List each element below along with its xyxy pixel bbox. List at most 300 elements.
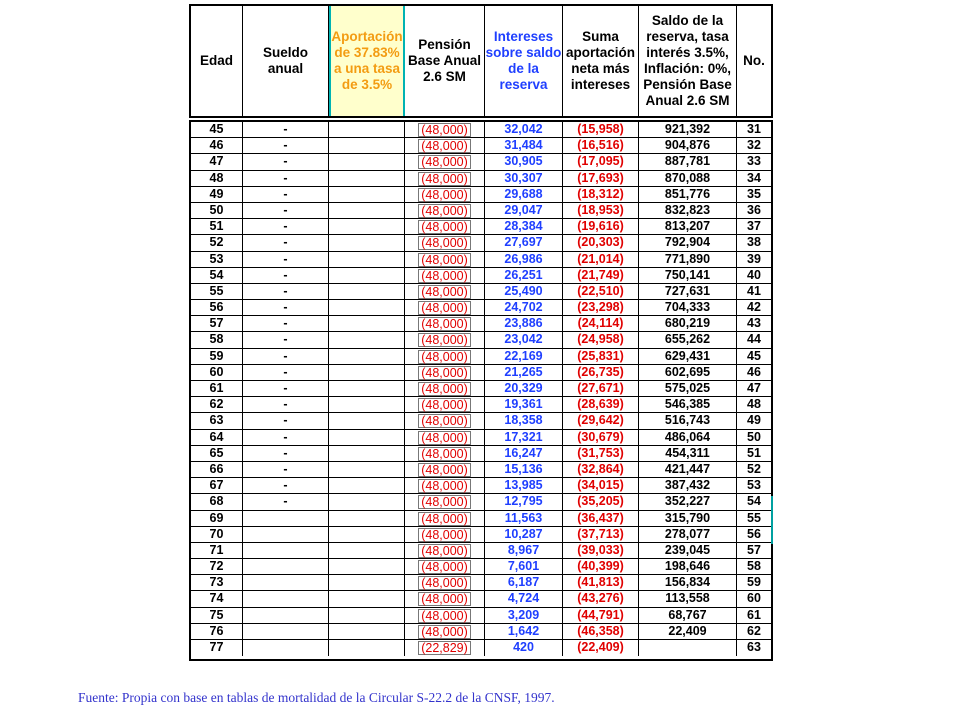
cell-sueldo [243, 543, 329, 558]
pension-value: (48,000) [418, 285, 471, 299]
pension-value: (48,000) [418, 155, 471, 169]
cell-no: 43 [747, 316, 761, 331]
table-row [191, 608, 771, 624]
cell-saldo: 727,631 [639, 284, 737, 299]
pension-value: (48,000) [418, 188, 471, 202]
cell-edad: 46 [191, 138, 243, 153]
cell-sueldo: - [243, 138, 329, 153]
table-row [191, 138, 771, 154]
cell-intereses: 26,251 [485, 268, 563, 283]
pension-value: (48,000) [418, 123, 471, 137]
table-row [191, 624, 771, 640]
cell-saldo: 387,432 [639, 478, 737, 493]
cell-aportacion [329, 187, 405, 202]
cell-sueldo: - [243, 268, 329, 283]
cell-suma: (30,679) [563, 430, 639, 445]
pension-value: (48,000) [418, 512, 471, 526]
pension-value: (48,000) [418, 172, 471, 186]
cell-suma: (41,813) [563, 575, 639, 590]
cell-aportacion [329, 252, 405, 267]
source-note: Fuente: Propia con base en tablas de mortalidad de la Circular S-22.2 de la CNSF, 1997. [78, 690, 555, 705]
cell-edad: 76 [191, 624, 243, 639]
cell-no: 31 [747, 122, 761, 136]
cell-pension [405, 268, 485, 283]
table-row [191, 430, 771, 446]
cell-saldo: 771,890 [639, 252, 737, 267]
cell-no: 52 [747, 461, 761, 476]
cell-suma: (15,958) [563, 122, 639, 137]
cell-aportacion [329, 171, 405, 186]
cell-edad: 51 [191, 219, 243, 234]
table-row [191, 332, 771, 348]
cell-edad: 75 [191, 608, 243, 623]
cell-saldo: 352,227 [639, 494, 737, 509]
table-row [191, 397, 771, 413]
header-intereses: Intereses sobre saldo de la reserva [485, 6, 563, 116]
cell-suma: (40,399) [563, 559, 639, 574]
cell-intereses: 1,642 [485, 624, 563, 639]
cell-aportacion [329, 413, 405, 428]
table-row [191, 171, 771, 187]
cell-pension [405, 559, 485, 574]
cell-sueldo: - [243, 284, 329, 299]
cell-pension [405, 284, 485, 299]
cell-intereses: 29,047 [485, 203, 563, 218]
cell-aportacion [329, 300, 405, 315]
cell-aportacion [329, 527, 405, 542]
cell-pension [405, 462, 485, 477]
cell-pension [405, 332, 485, 347]
cell-saldo: 68,767 [639, 608, 737, 623]
pension-value: (48,000) [418, 253, 471, 267]
cell-sueldo: - [243, 219, 329, 234]
cell-no: 45 [747, 348, 761, 363]
cell-suma: (25,831) [563, 349, 639, 364]
header-edad: Edad [191, 6, 243, 116]
cell-edad: 66 [191, 462, 243, 477]
cell-sueldo: - [243, 332, 329, 347]
cell-sueldo: - [243, 478, 329, 493]
cell-intereses: 15,136 [485, 462, 563, 477]
cell-saldo: 792,904 [639, 235, 737, 250]
cell-sueldo: - [243, 154, 329, 169]
teal-marker [771, 496, 773, 544]
cell-edad: 59 [191, 349, 243, 364]
cell-saldo: 813,207 [639, 219, 737, 234]
table-row [191, 284, 771, 300]
table-row [191, 203, 771, 219]
cell-aportacion [329, 430, 405, 445]
cell-pension [405, 316, 485, 331]
cell-sueldo: - [243, 365, 329, 380]
cell-edad: 61 [191, 381, 243, 396]
cell-sueldo: - [243, 494, 329, 509]
cell-sueldo [243, 527, 329, 542]
cell-saldo: 704,333 [639, 300, 737, 315]
pension-value: (48,000) [418, 592, 471, 606]
cell-pension [405, 446, 485, 461]
cell-pension [405, 608, 485, 623]
cell-suma: (24,958) [563, 332, 639, 347]
cell-intereses: 420 [485, 640, 563, 656]
pension-value: (48,000) [418, 414, 471, 428]
cell-suma: (20,303) [563, 235, 639, 250]
cell-pension [405, 187, 485, 202]
cell-no: 48 [747, 397, 761, 412]
pension-value: (48,000) [418, 301, 471, 315]
table-row [191, 559, 771, 575]
cell-no: 36 [747, 202, 761, 217]
cell-intereses: 24,702 [485, 300, 563, 315]
cell-suma: (23,298) [563, 300, 639, 315]
table-row [191, 511, 771, 527]
cell-intereses: 17,321 [485, 430, 563, 445]
cell-aportacion [329, 138, 405, 153]
cell-edad: 65 [191, 446, 243, 461]
cell-no: 57 [747, 542, 761, 557]
table-header [189, 4, 773, 118]
cell-no: 61 [747, 607, 761, 622]
cell-saldo: 887,781 [639, 154, 737, 169]
cell-sueldo: - [243, 235, 329, 250]
cell-intereses: 19,361 [485, 397, 563, 412]
cell-pension [405, 430, 485, 445]
cell-intereses: 32,042 [485, 122, 563, 137]
table-row [191, 268, 771, 284]
pension-value: (48,000) [418, 333, 471, 347]
cell-saldo: 575,025 [639, 381, 737, 396]
cell-intereses: 11,563 [485, 511, 563, 526]
cell-pension [405, 154, 485, 169]
table-row [191, 235, 771, 251]
cell-pension [405, 203, 485, 218]
header-sueldo: Sueldo anual [243, 6, 329, 116]
cell-aportacion [329, 446, 405, 461]
cell-sueldo [243, 575, 329, 590]
cell-intereses: 4,724 [485, 591, 563, 606]
cell-no: 47 [747, 381, 761, 395]
cell-saldo: 629,431 [639, 349, 737, 364]
cell-intereses: 3,209 [485, 608, 563, 623]
cell-sueldo: - [243, 187, 329, 202]
cell-pension [405, 171, 485, 186]
pension-value: (48,000) [418, 382, 471, 396]
pension-value: (48,000) [418, 220, 471, 234]
cell-pension [405, 300, 485, 315]
pension-value: (48,000) [418, 447, 471, 461]
cell-pension [405, 381, 485, 396]
cell-saldo: 22,409 [639, 624, 737, 639]
pension-value: (48,000) [418, 495, 471, 509]
cell-intereses: 30,905 [485, 154, 563, 169]
cell-aportacion [329, 575, 405, 590]
cell-no: 46 [747, 364, 761, 379]
cell-sueldo: - [243, 381, 329, 396]
cell-edad: 77 [191, 640, 243, 656]
cell-edad: 56 [191, 300, 243, 315]
cell-no: 34 [747, 170, 761, 185]
cell-aportacion [329, 494, 405, 509]
pension-value: (48,000) [418, 236, 471, 250]
pension-value: (48,000) [418, 528, 471, 542]
cell-saldo: 921,392 [639, 122, 737, 137]
cell-saldo: 315,790 [639, 511, 737, 526]
cell-sueldo: - [243, 430, 329, 445]
table-row [191, 527, 771, 543]
cell-edad: 70 [191, 527, 243, 542]
table-row [191, 494, 771, 510]
cell-intereses: 29,688 [485, 187, 563, 202]
cell-pension [405, 235, 485, 250]
cell-aportacion [329, 235, 405, 250]
cell-saldo: 421,447 [639, 462, 737, 477]
cell-suma: (24,114) [563, 316, 639, 331]
cell-edad: 50 [191, 203, 243, 218]
pension-value: (48,000) [418, 576, 471, 590]
cell-no: 53 [747, 478, 761, 493]
cell-intereses: 20,329 [485, 381, 563, 396]
cell-intereses: 31,484 [485, 138, 563, 153]
header-no: No. [743, 53, 765, 68]
cell-intereses: 26,986 [485, 252, 563, 267]
cell-saldo: 113,558 [639, 591, 737, 606]
cell-edad: 63 [191, 413, 243, 428]
cell-no: 37 [747, 219, 761, 234]
cell-suma: (32,864) [563, 462, 639, 477]
cell-aportacion [329, 349, 405, 364]
cell-pension [405, 527, 485, 542]
cell-saldo: 546,385 [639, 397, 737, 412]
pension-value: (48,000) [418, 544, 471, 558]
pension-value: (48,000) [418, 609, 471, 623]
cell-edad: 72 [191, 559, 243, 574]
header-pension: Pensión Base Anual 2.6 SM [405, 6, 485, 116]
cell-suma: (34,015) [563, 478, 639, 493]
cell-aportacion [329, 608, 405, 623]
cell-edad: 60 [191, 365, 243, 380]
cell-aportacion [329, 462, 405, 477]
table-row [191, 154, 771, 170]
cell-pension [405, 478, 485, 493]
cell-pension [405, 543, 485, 558]
cell-saldo: 851,776 [639, 187, 737, 202]
cell-aportacion [329, 122, 405, 137]
cell-aportacion [329, 332, 405, 347]
cell-intereses: 13,985 [485, 478, 563, 493]
table-row [191, 122, 771, 138]
cell-intereses: 10,287 [485, 527, 563, 542]
pension-value: (48,000) [418, 317, 471, 331]
cell-aportacion [329, 316, 405, 331]
cell-saldo: 454,311 [639, 446, 737, 461]
table-row [191, 187, 771, 203]
cell-aportacion [329, 511, 405, 526]
cell-suma: (43,276) [563, 591, 639, 606]
cell-sueldo: - [243, 122, 329, 137]
cell-aportacion [329, 284, 405, 299]
cell-suma: (17,693) [563, 171, 639, 186]
cell-no: 38 [747, 235, 761, 250]
cell-edad: 74 [191, 591, 243, 606]
cell-edad: 47 [191, 154, 243, 169]
table-row [191, 300, 771, 316]
header-suma: Suma aportación neta más intereses [563, 6, 639, 116]
cell-no: 62 [747, 623, 761, 638]
cell-suma: (46,358) [563, 624, 639, 639]
table-row [191, 413, 771, 429]
cell-aportacion [329, 559, 405, 574]
table-row [191, 365, 771, 381]
cell-no: 32 [747, 138, 761, 153]
cell-edad: 69 [191, 511, 243, 526]
cell-sueldo: - [243, 349, 329, 364]
cell-pension [405, 138, 485, 153]
cell-pension [405, 624, 485, 639]
cell-edad: 58 [191, 332, 243, 347]
cell-aportacion [329, 543, 405, 558]
table-row [191, 575, 771, 591]
cell-pension [405, 413, 485, 428]
pension-value: (48,000) [418, 398, 471, 412]
cell-pension [405, 591, 485, 606]
cell-pension [405, 511, 485, 526]
cell-saldo: 278,077 [639, 527, 737, 542]
cell-saldo: 832,823 [639, 203, 737, 218]
cell-sueldo: - [243, 397, 329, 412]
cell-edad: 54 [191, 268, 243, 283]
cell-no: 42 [747, 300, 761, 315]
cell-sueldo [243, 511, 329, 526]
cell-edad: 67 [191, 478, 243, 493]
cell-edad: 68 [191, 494, 243, 509]
pension-value: (48,000) [418, 350, 471, 364]
cell-intereses: 18,358 [485, 413, 563, 428]
cell-saldo: 904,876 [639, 138, 737, 153]
cell-sueldo: - [243, 203, 329, 218]
cell-edad: 64 [191, 430, 243, 445]
cell-sueldo: - [243, 300, 329, 315]
cell-saldo: 870,088 [639, 171, 737, 186]
cell-no: 35 [747, 186, 761, 201]
pension-value: (48,000) [418, 269, 471, 283]
cell-suma: (16,516) [563, 138, 639, 153]
cell-edad: 49 [191, 187, 243, 202]
cell-edad: 53 [191, 252, 243, 267]
table-row [191, 478, 771, 494]
cell-aportacion [329, 591, 405, 606]
cell-pension [405, 349, 485, 364]
cell-no: 44 [747, 332, 761, 347]
cell-edad: 73 [191, 575, 243, 590]
cell-no: 58 [747, 559, 761, 574]
cell-intereses: 6,187 [485, 575, 563, 590]
cell-intereses: 30,307 [485, 171, 563, 186]
cell-suma: (36,437) [563, 511, 639, 526]
cell-sueldo: - [243, 462, 329, 477]
cell-aportacion [329, 365, 405, 380]
pension-value: (48,000) [418, 139, 471, 153]
cell-pension [405, 575, 485, 590]
pension-value: (48,000) [418, 366, 471, 380]
cell-suma: (21,749) [563, 268, 639, 283]
cell-suma: (28,639) [563, 397, 639, 412]
cell-suma: (37,713) [563, 527, 639, 542]
cell-saldo: 602,695 [639, 365, 737, 380]
cell-edad: 52 [191, 235, 243, 250]
table-row [191, 219, 771, 235]
cell-no: 63 [747, 640, 761, 654]
cell-edad: 62 [191, 397, 243, 412]
table-row [191, 591, 771, 607]
cell-aportacion [329, 219, 405, 234]
cell-saldo: 655,262 [639, 332, 737, 347]
cell-pension [405, 494, 485, 509]
cell-aportacion [329, 154, 405, 169]
cell-sueldo: - [243, 413, 329, 428]
cell-suma: (21,014) [563, 252, 639, 267]
cell-suma: (26,735) [563, 365, 639, 380]
cell-intereses: 27,697 [485, 235, 563, 250]
pension-value: (48,000) [418, 204, 471, 218]
cell-aportacion [329, 381, 405, 396]
pension-value: (48,000) [418, 479, 471, 493]
cell-aportacion [329, 624, 405, 639]
cell-no: 40 [747, 267, 761, 282]
cell-pension [405, 397, 485, 412]
cell-suma: (18,312) [563, 187, 639, 202]
table-row [191, 381, 771, 397]
cell-suma: (22,409) [563, 640, 639, 656]
table-row [191, 446, 771, 462]
cell-suma: (18,953) [563, 203, 639, 218]
cell-edad: 48 [191, 171, 243, 186]
cell-pension [405, 122, 485, 137]
cell-intereses: 8,967 [485, 543, 563, 558]
cell-intereses: 16,247 [485, 446, 563, 461]
cell-no: 56 [747, 526, 761, 541]
cell-no: 59 [747, 575, 761, 590]
table-row [191, 640, 771, 656]
cell-suma: (31,753) [563, 446, 639, 461]
cell-suma: (35,205) [563, 494, 639, 509]
cell-sueldo [243, 640, 329, 656]
cell-sueldo [243, 559, 329, 574]
cell-saldo: 239,045 [639, 543, 737, 558]
cell-saldo: 680,219 [639, 316, 737, 331]
cell-pension [405, 252, 485, 267]
cell-no: 55 [747, 510, 761, 525]
pension-value: (22,829) [418, 641, 471, 655]
cell-no: 49 [747, 413, 761, 428]
cell-sueldo: - [243, 316, 329, 331]
cell-sueldo [243, 624, 329, 639]
table-row [191, 462, 771, 478]
cell-no: 54 [747, 494, 761, 509]
cell-aportacion [329, 640, 405, 656]
cell-saldo: 750,141 [639, 268, 737, 283]
cell-edad: 45 [191, 122, 243, 137]
cell-intereses: 28,384 [485, 219, 563, 234]
cell-pension [405, 640, 485, 656]
cell-saldo [639, 640, 737, 656]
pension-value: (48,000) [418, 463, 471, 477]
cell-suma: (44,791) [563, 608, 639, 623]
cell-no: 41 [747, 283, 761, 298]
cell-edad: 57 [191, 316, 243, 331]
cell-intereses: 25,490 [485, 284, 563, 299]
cell-pension [405, 365, 485, 380]
cell-no: 33 [747, 154, 761, 169]
